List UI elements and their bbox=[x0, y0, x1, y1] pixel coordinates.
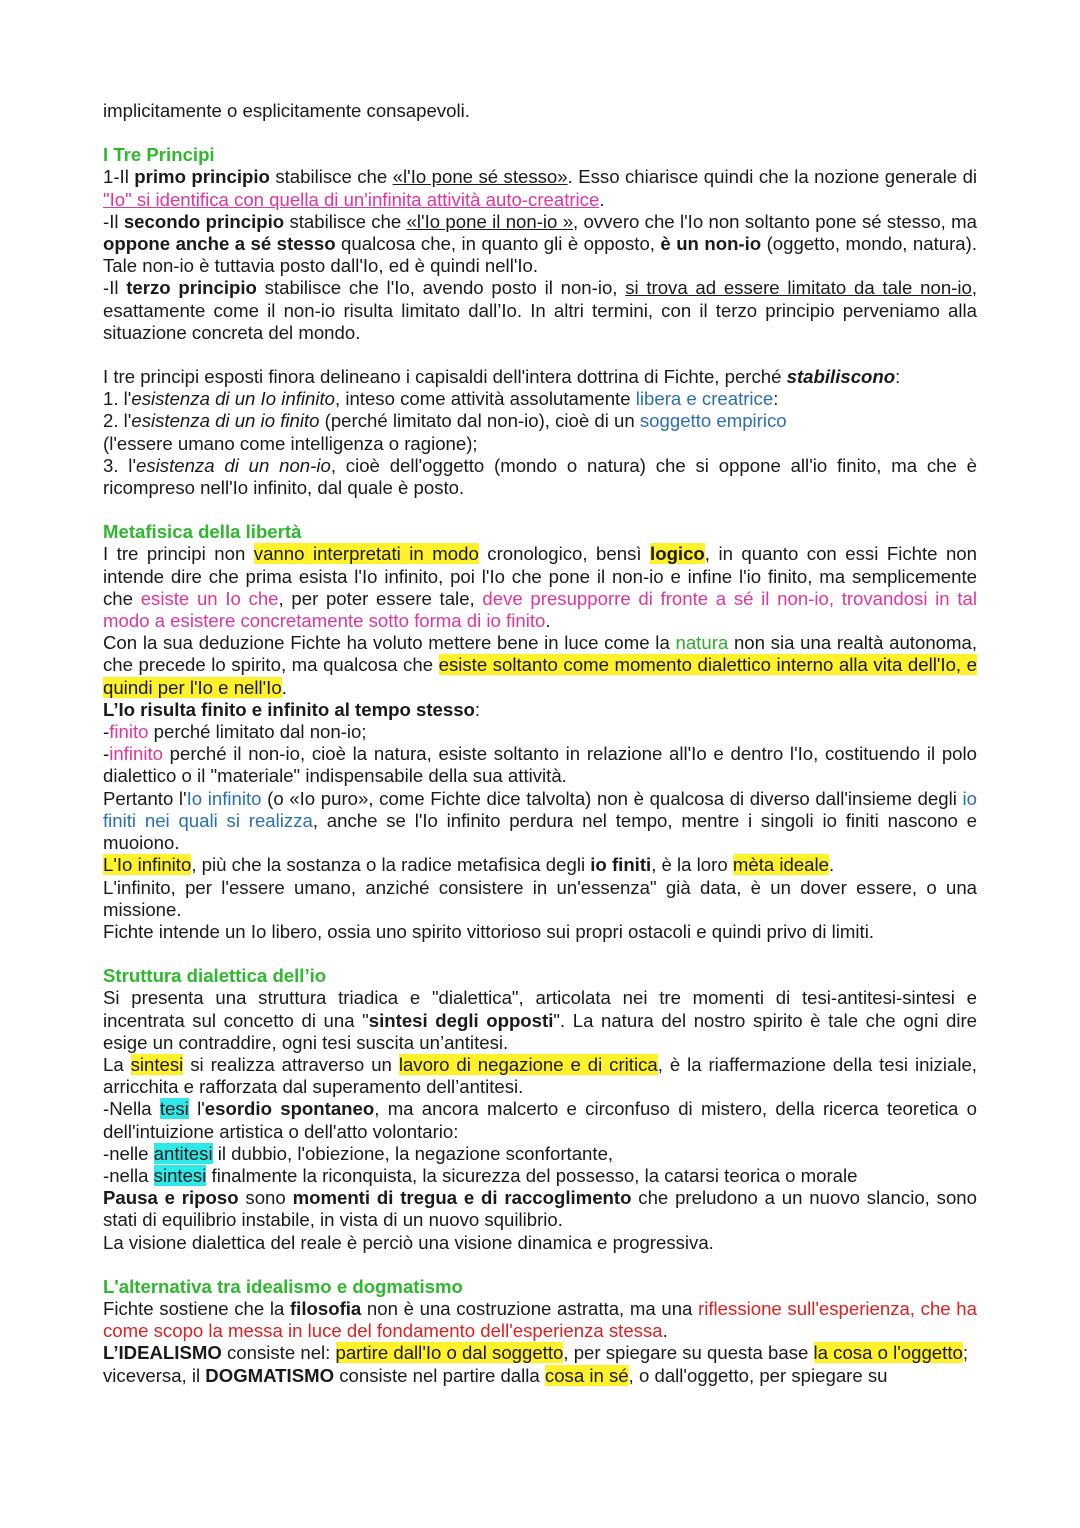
paragraph: I tre principi non vanno interpretati in modo cronologico, bensì logico, in quanto con essi Fichte non intende dire che prima esista l'Io infinito, poi l'Io che pone il non-io e infine l'io finito, ma semplicemente che esiste un Io che, per poter essere tale, deve presupporre di fronte a sé il non-io, trovandosi in tal modo a esistere concretamente sotto forma di io finito. bbox=[103, 543, 977, 632]
paragraph: -finito perché limitato dal non-io; bbox=[103, 721, 367, 743]
paragraph: -infinito perché il non-io, cioè la natura, esiste soltanto in relazione all'Io e dentro l'Io, costituendo il polo dialettico o il "materiale" indispensabile della sua attività. bbox=[103, 743, 977, 787]
paragraph: Pausa e riposo sono momenti di tregua e di raccoglimento che preludono a un nuovo slancio, sono stati di equilibrio instabile, in vista di un nuovo squilibrio. bbox=[103, 1187, 977, 1231]
paragraph: Fichte sostiene che la filosofia non è una costruzione astratta, ma una riflessione sull'esperienza, che ha come scopo la messa in luce del fondamento dell'esperienza stessa. bbox=[103, 1297, 977, 1342]
paragraph: viceversa, il DOGMATISMO consiste nel partire dalla cosa in sé, o dall'oggetto, per spiegare su bbox=[103, 1364, 888, 1386]
paragraph: -Il secondo principio stabilisce che «l'Io pone il non-io », ovvero che l'Io non soltanto pone sé stesso, ma oppone anche a sé stesso qualcosa che, in quanto gli è opposto, è un non-io (oggetto, mondo, natura). Tale non-io è tuttavia posto dall'Io, ed è quindi nell'Io. bbox=[103, 210, 977, 277]
paragraph: La visione dialettica del reale è perciò una visione dinamica e progressiva. bbox=[103, 1231, 714, 1253]
paragraph: Si presenta una struttura triadica e "dialettica", articolata nei tre momenti di tesi-antitesi-sintesi e incentrata sul concetto di una "sintesi degli opposti". La natura del nostro spirito è tale che ogni dire esige un contraddire, ogni tesi suscita un’antitesi. bbox=[103, 987, 977, 1053]
paragraph: Con la sua deduzione Fichte ha voluto mettere bene in luce come la natura non sia una realtà autonoma, che precede lo spirito, ma qualcosa che esiste soltanto come momento dialettico interno alla vita dell'Io, e quindi per l'Io e nell'Io. bbox=[103, 632, 977, 698]
heading-metafisica: Metafisica della libertà bbox=[103, 521, 302, 543]
heading-struttura: Struttura dialettica dell’io bbox=[103, 965, 327, 987]
paragraph: L'infinito, per l'essere umano, anziché consistere in un'essenza" già data, è un dover essere, o una missione. bbox=[103, 876, 977, 920]
document-body bbox=[103, 100, 977, 1387]
paragraph: L’IDEALISMO consiste nel: partire dall'Io o dal soggetto, per spiegare su questa base la cosa o l'oggetto; bbox=[103, 1342, 968, 1364]
list-item: (l'essere umano come intelligenza o ragione); bbox=[103, 432, 478, 454]
list-item: 1. l'esistenza di un Io infinito, inteso come attività assolutamente libera e creatrice: bbox=[103, 388, 779, 410]
paragraph: L'Io infinito, più che la sostanza o la radice metafisica degli io finiti, è la loro mèta ideale. bbox=[103, 854, 835, 876]
heading-tre-principi: I Tre Principi bbox=[103, 144, 215, 166]
paragraph: I tre principi esposti finora delineano i capisaldi dell'intera dottrina di Fichte, perché stabiliscono: bbox=[103, 366, 901, 388]
paragraph: L’Io risulta finito e infinito al tempo stesso: bbox=[103, 698, 481, 720]
paragraph: La sintesi si realizza attraverso un lavoro di negazione e di critica, è la riaffermazione della tesi iniziale, arricchita e rafforzata dal superamento dell’antitesi. bbox=[103, 1053, 977, 1098]
heading-alternativa: L'alternativa tra idealismo e dogmatismo bbox=[103, 1275, 463, 1297]
paragraph: -Nella tesi l'esordio spontaneo, ma ancora malcerto e circonfuso di mistero, della ricerca teoretica o dell'intuizione artistica o dell'atto volontario: bbox=[103, 1098, 977, 1142]
paragraph: -nella sintesi finalmente la riconquista, la sicurezza del possesso, la catarsi teorica o morale bbox=[103, 1164, 858, 1186]
paragraph: -nelle antitesi il dubbio, l'obiezione, la negazione sconfortante, bbox=[103, 1142, 614, 1164]
paragraph: Pertanto l'Io infinito (o «Io puro», come Fichte dice talvolta) non è qualcosa di diverso dall'insieme degli io finiti nei quali si realizza, anche se l'Io infinito perdura nel tempo, mentre i singoli io finiti nascono e muoiono. bbox=[103, 787, 978, 854]
intro-line: implicitamente o esplicitamente consapevoli. bbox=[103, 100, 470, 121]
list-item: 3. l'esistenza di un non-io, cioè dell'oggetto (mondo o natura) che si oppone all'io finito, ma che è ricompreso nell'Io infinito, dal quale è posto. bbox=[103, 454, 978, 499]
paragraph: -Il terzo principio stabilisce che l'Io, avendo posto il non-io, si trova ad essere limitato da tale non-io, esattamente come il non-io risulta limitato dall’Io. In altri termini, con il terzo principio perveniamo alla situazione concreta del mondo. bbox=[103, 277, 977, 343]
list-item: 2. l'esistenza di un io finito (perché limitato dal non-io), cioè di un soggetto empirico bbox=[103, 410, 787, 432]
paragraph: 1-Il primo principio stabilisce che «l'Io pone sé stesso». Esso chiarisce quindi che la nozione generale di "Io" si identifica con quella di un'infinita attività auto-creatrice. bbox=[103, 166, 978, 210]
paragraph: Fichte intende un Io libero, ossia uno spirito vittorioso sui propri ostacoli e quindi privo di limiti. bbox=[103, 920, 874, 942]
